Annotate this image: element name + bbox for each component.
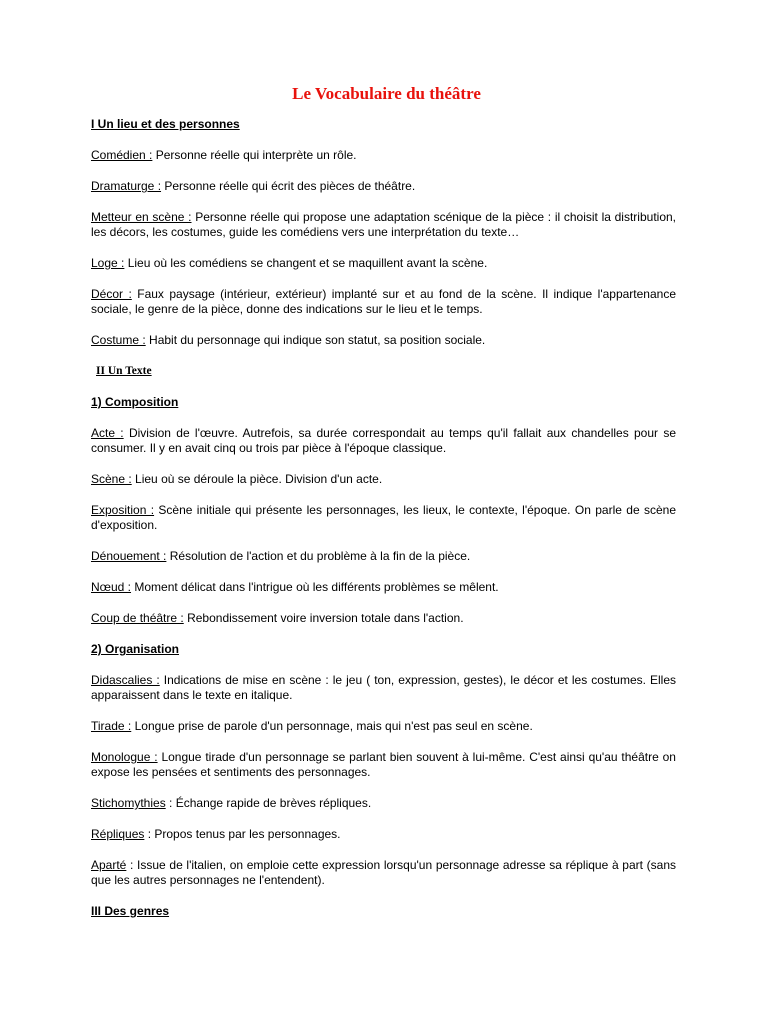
definition-loge [91, 256, 676, 271]
definition-text: Moment délicat dans l'intrigue où les différents problèmes se mêlent. [134, 580, 499, 594]
section-heading-un-texte: II Un Texte [96, 365, 152, 377]
term-label: Nœud : [91, 580, 132, 594]
term-label: Répliques [91, 827, 145, 841]
definition-text: Lieu où se déroule la pièce. Division d'un acte. [135, 472, 383, 486]
definition-dramaturge [91, 179, 676, 194]
document-title: Le Vocabulaire du théâtre [292, 84, 481, 103]
definition-text: Personne réelle qui interprète un rôle. [155, 148, 357, 162]
definition-exposition [91, 503, 676, 533]
definition-monologue [91, 750, 676, 780]
definition-repliques [91, 827, 676, 842]
definition-text: : Échange rapide de brèves répliques. [169, 796, 372, 810]
term-label: Monologue : [91, 750, 158, 764]
definition-costume [91, 333, 676, 348]
section-heading-des-genres: III Des genres [91, 904, 170, 918]
definition-aparte [91, 858, 676, 888]
term-label: Metteur en scène : [91, 210, 192, 224]
term-label: Acte : [91, 426, 124, 440]
definition-denouement [91, 549, 676, 564]
definition-text: Longue prise de parole d'un personnage, mais qui n'est pas seul en scène. [134, 719, 533, 733]
definition-comedien [91, 148, 676, 163]
term-label: Aparté [91, 858, 127, 872]
term-label: Tirade : [91, 719, 132, 733]
term-label: Dramaturge : [91, 179, 162, 193]
term-label: Dénouement : [91, 549, 167, 563]
definition-didascalies [91, 673, 676, 703]
term-label: Exposition : [91, 503, 155, 517]
definition-text: Personne réelle qui propose une adaptation scénique de la pièce : il choisit la distribution, les décors, les costumes, guide les comédiens vers une interprétation du texte… [91, 210, 676, 239]
definition-text: Rebondissement voire inversion totale dans l'action. [187, 611, 464, 625]
definition-text: Résolution de l'action et du problème à la fin de la pièce. [169, 549, 471, 563]
term-label: Comédien : [91, 148, 153, 162]
definition-scene [91, 472, 676, 487]
definition-coup-de-theatre [91, 611, 676, 626]
definition-text: : Propos tenus par les personnages. [147, 827, 341, 841]
definition-text: Longue tirade d'un personnage se parlant bien souvent à lui-même. C'est ainsi qu'au théâtre on expose les pensées et sentiments des personnages. [91, 750, 676, 779]
subsection-heading-organisation: 2) Organisation [91, 642, 180, 656]
term-label: Costume : [91, 333, 146, 347]
subsection-heading-composition: 1) Composition [91, 395, 179, 409]
term-label: Coup de théâtre : [91, 611, 184, 625]
definition-noeud [91, 580, 676, 595]
definition-decor [91, 287, 676, 317]
term-label: Scène : [91, 472, 132, 486]
term-label: Loge : [91, 256, 125, 270]
definition-text: Habit du personnage qui indique son statut, sa position sociale. [149, 333, 486, 347]
definition-text: Division de l'œuvre. Autrefois, sa durée correspondait au temps qu'il fallait aux chandelles pour se consumer. Il y en avait cinq ou trois par pièce à l'époque classique. [91, 426, 676, 455]
term-label: Stichomythies [91, 796, 166, 810]
section-heading-lieu-personnes: I Un lieu et des personnes [91, 117, 240, 131]
definition-text: : Issue de l'italien, on emploie cette expression lorsqu'un personnage adresse sa réplique à part (sans que les autres personnages ne l'entendent). [91, 858, 676, 887]
definition-tirade [91, 719, 676, 734]
term-label: Didascalies : [91, 673, 160, 687]
definition-text: Faux paysage (intérieur, extérieur) implanté sur et au fond de la scène. Il indique l'appartenance sociale, le genre de la pièce, donne des indications sur le lieu et le temps. [91, 287, 677, 316]
definition-text: Scène initiale qui présente les personnages, les lieux, le contexte, l'époque. On parle de scène d'exposition. [91, 503, 676, 532]
definition-text: Indications de mise en scène : le jeu ( ton, expression, gestes), le décor et les costumes. Elles apparaissent dans le texte en italique. [91, 673, 676, 702]
document-page [91, 84, 676, 919]
definition-text: Lieu où les comédiens se changent et se maquillent avant la scène. [127, 256, 488, 270]
term-label: Décor : [91, 287, 132, 301]
definition-acte [91, 426, 676, 456]
definition-stichomythies [91, 796, 676, 811]
definition-metteur-en-scene [91, 210, 676, 240]
definition-text: Personne réelle qui écrit des pièces de théâtre. [164, 179, 416, 193]
